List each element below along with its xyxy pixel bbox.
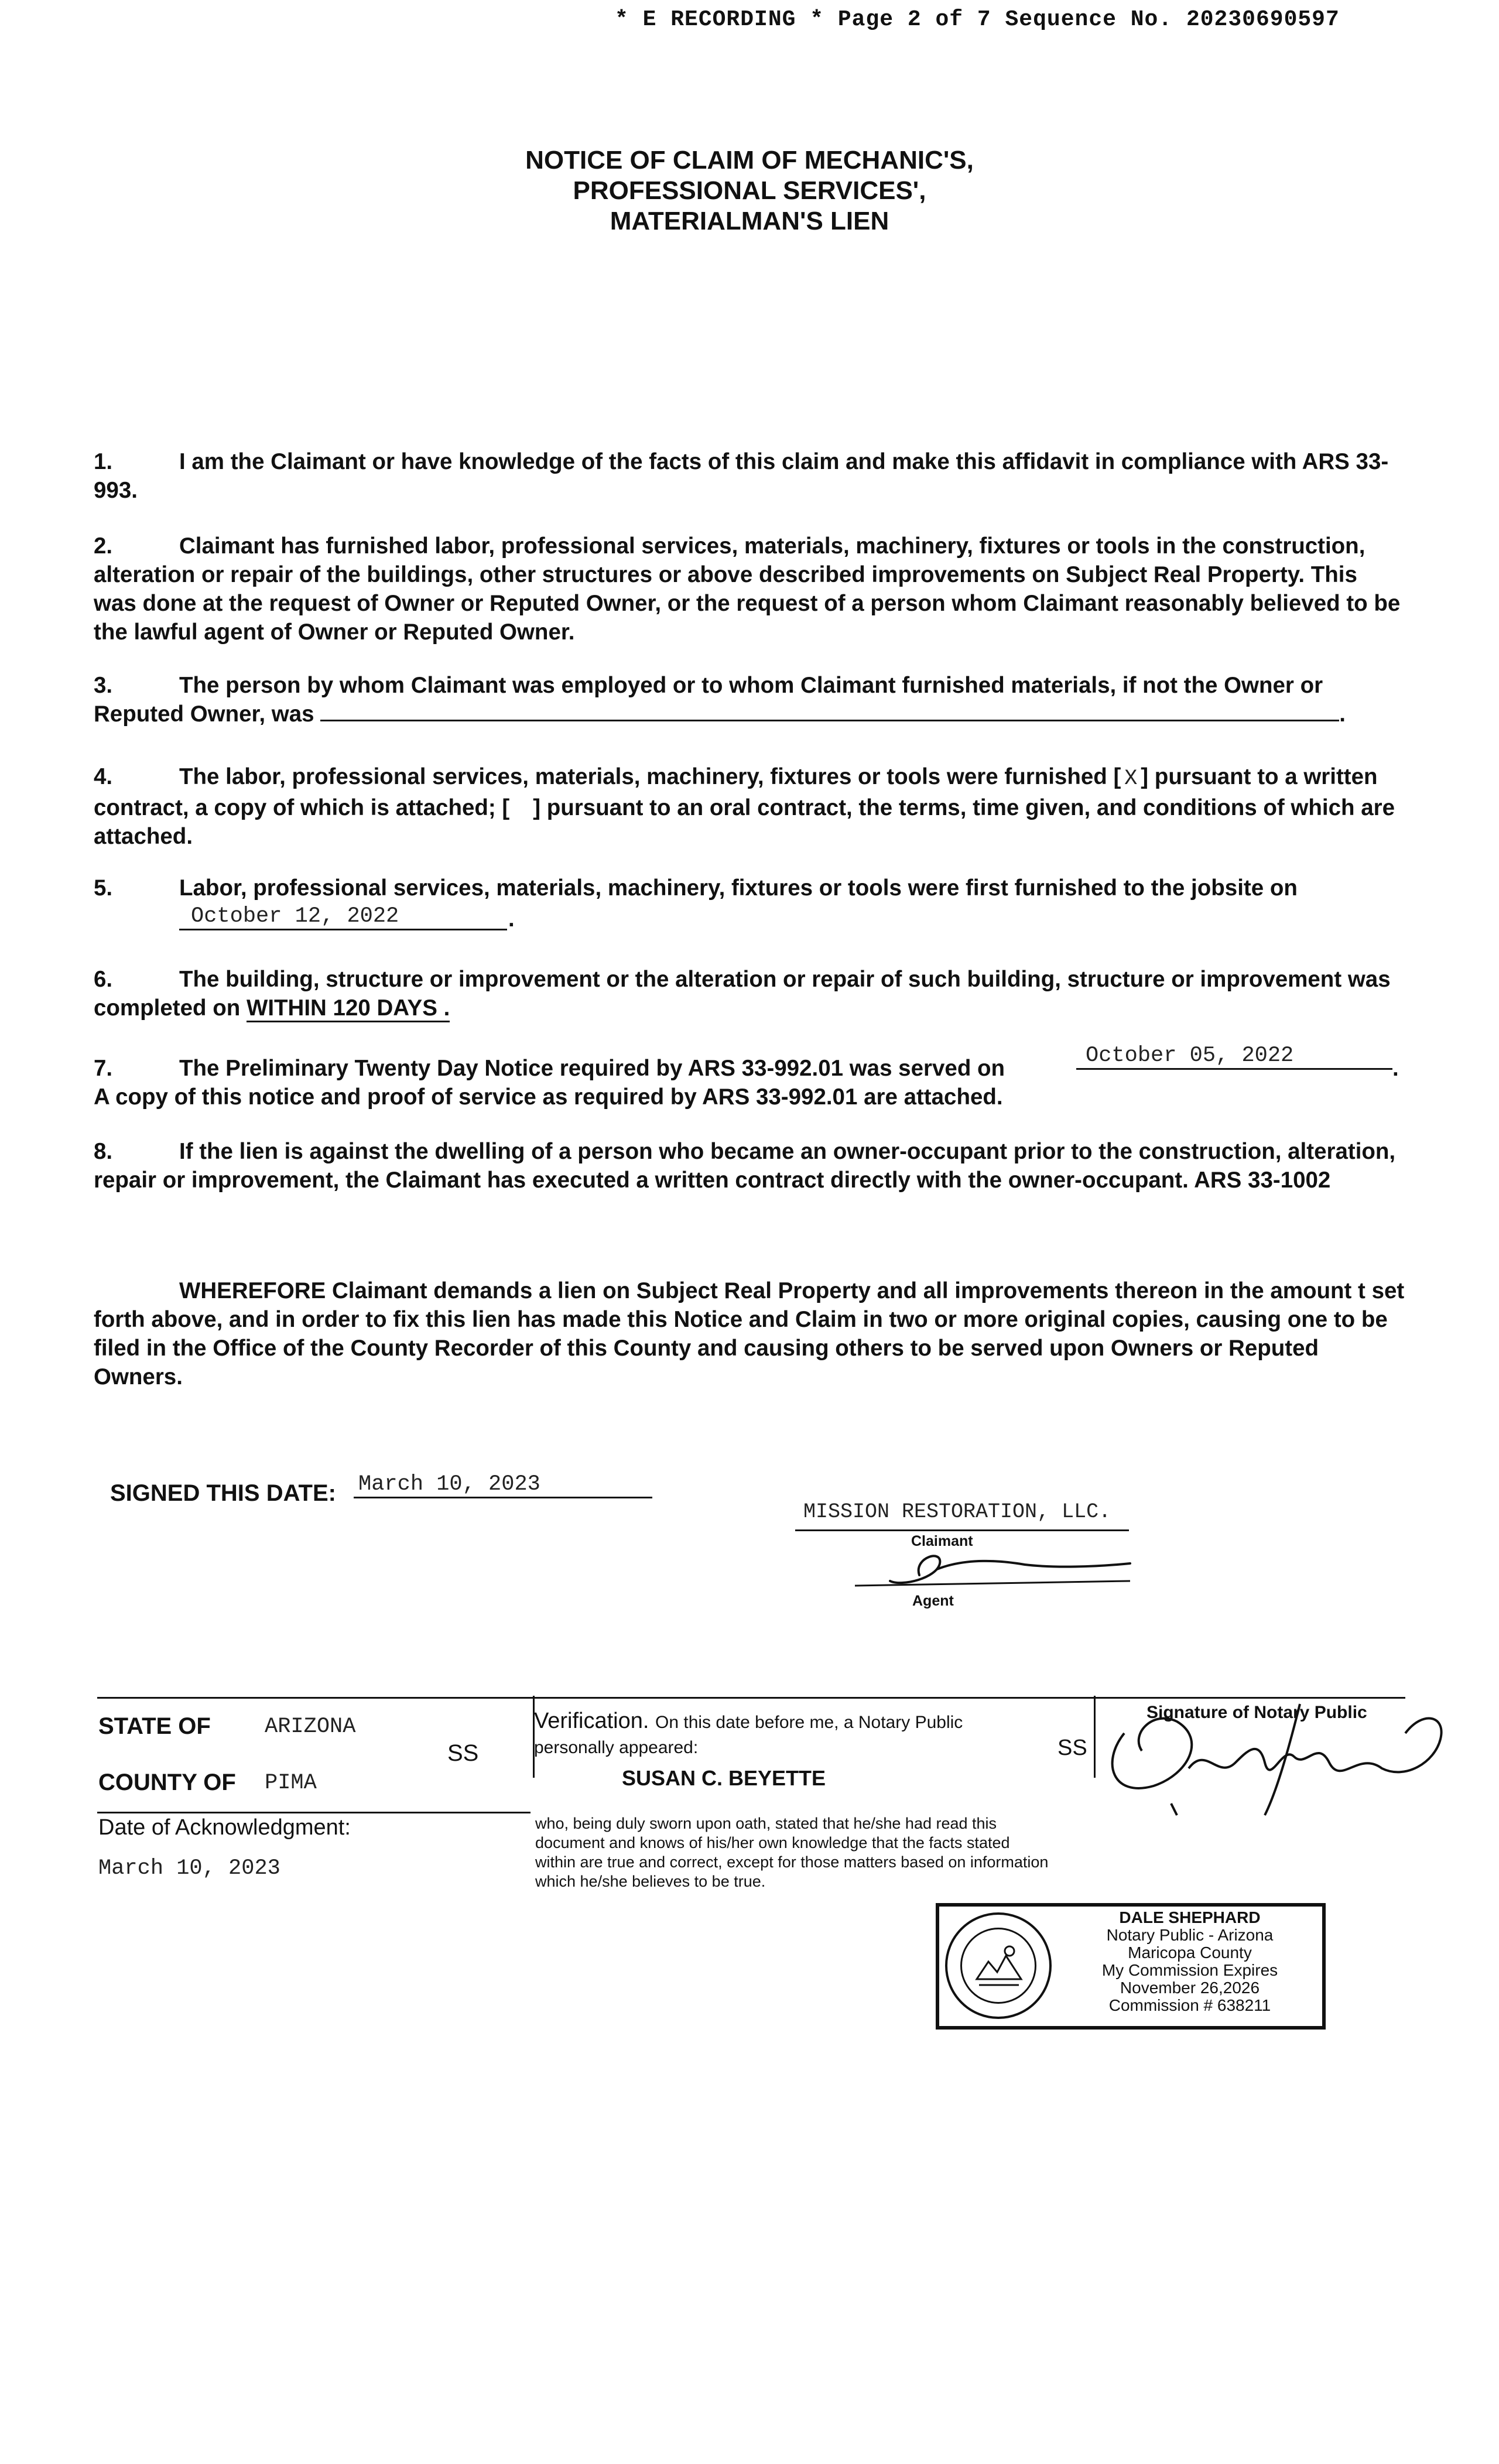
seal-commission: Commission # 638211 [1108, 1996, 1271, 2014]
agent-label: Agent [912, 1593, 954, 1609]
preliminary-notice-date-field [1076, 1043, 1392, 1070]
signed-date: March 10, 2023 [358, 1472, 540, 1497]
paragraph-8-number: 8. [94, 1139, 113, 1164]
title-line-2: PROFESSIONAL SERVICES', [573, 176, 926, 205]
appeared-name: SUSAN C. BEYETTE [622, 1766, 826, 1790]
verification-block [534, 1709, 1026, 1759]
first-furnished-date: October 12, 2022 [191, 904, 399, 929]
paragraph-2-text: Claimant has furnished labor, professional services, materials, machinery, fixtures or tools in the construction, alteration or repair of the buildings, other structures or above described improvements on Subject Real Property. This was done at the request of Owner or Reputed Owner, or the request of a person whom Claimant reasonably believed to be the lawful agent of Owner or Reputed Owner. [94, 533, 1401, 645]
paragraph-3-text: The person by whom Claimant was employed or to whom Claimant furnished materials, if not the Owner or Reputed Owner, was [94, 673, 1323, 727]
paragraph-1 [94, 447, 1405, 505]
ss-left: SS [447, 1740, 479, 1766]
verification-text: On this date before me, a Notary Public personally appeared: [534, 1713, 963, 1757]
signed-date-field [354, 1472, 652, 1498]
document-title [0, 145, 1499, 237]
state-value: ARIZONA [265, 1714, 356, 1739]
arizona-state-seal-icon [945, 1912, 1052, 2019]
paragraph-4 [94, 762, 1405, 851]
written-contract-checkbox: X [1124, 766, 1138, 791]
paragraph-8 [94, 1137, 1405, 1195]
paragraph-5-number: 5. [94, 875, 113, 901]
notary-signature-icon [1089, 1698, 1452, 1827]
paragraph-5-text: Labor, professional services, materials, machinery, fixtures or tools were first furnished to the jobsite on [179, 875, 1298, 901]
paragraph-6-number: 6. [94, 967, 113, 992]
paragraph-1-number: 1. [94, 449, 113, 474]
paragraph-4-text-b: ] pursuant to a written contract, a copy of which is attached; [ [94, 764, 1378, 820]
ack-date: March 10, 2023 [98, 1856, 280, 1881]
paragraph-2-number: 2. [94, 533, 113, 559]
paragraph-6-text: The building, structure or improvement or the alteration or repair of such building, structure or improvement was completed on [94, 967, 1391, 1021]
paragraph-7-text-a: The Preliminary Twenty Day Notice required by ARS 33-992.01 was served on [179, 1056, 1005, 1081]
paragraph-7-text-b: A copy of this notice and proof of service as required by ARS 33-992.01 are attached. [94, 1084, 1003, 1110]
paragraph-7-number: 7. [94, 1056, 113, 1081]
ss-right: SS [1057, 1736, 1087, 1760]
verification-title: Verification. [534, 1709, 649, 1733]
claimant-line [795, 1529, 1129, 1531]
claimant-label: Claimant [911, 1533, 973, 1549]
notary-seal [936, 1903, 1326, 2030]
seal-notary-title: Notary Public - Arizona [1106, 1926, 1274, 1944]
paragraph-5 [94, 874, 1405, 902]
seal-county: Maricopa County [1128, 1943, 1252, 1962]
title-line-3: MATERIALMAN'S LIEN [610, 207, 889, 235]
paragraph-8-text: If the lien is against the dwelling of a person who became an owner-occupant prior to the construction, alteration, repair or improvement, the Claimant has executed a written contract directly with the owner-occupant. ARS 33-1002 [94, 1139, 1396, 1193]
seal-expires-label: My Commission Expires [1101, 1961, 1278, 1979]
county-rule [97, 1812, 531, 1813]
ack-label: Date of Acknowledgment: [98, 1815, 351, 1840]
seal-text [1056, 1909, 1323, 2014]
state-label: STATE OF [98, 1713, 211, 1739]
paragraph-4-text-a: The labor, professional services, materials, machinery, fixtures or tools were furnished [ [179, 764, 1121, 789]
first-furnished-date-field [179, 904, 507, 930]
paragraph-2 [94, 532, 1405, 646]
paragraph-6 [94, 965, 1405, 1022]
county-value: PIMA [265, 1771, 317, 1795]
seal-notary-name: DALE SHEPHARD [1119, 1908, 1261, 1926]
employer-blank-line [320, 720, 1339, 721]
paragraph-4-text-c: ] pursuant to an oral contract, the terms, time given, and conditions of which are attached. [94, 795, 1395, 849]
paragraph-3: 3. The person by whom Claimant was employed or to whom Claimant furnished materials, if not the Owner or Reputed Owner, was . [94, 671, 1405, 728]
agent-signature-icon [849, 1546, 1142, 1593]
county-label: COUNTY OF [98, 1770, 236, 1795]
wherefore-clause [94, 1277, 1405, 1391]
signed-date-label: SIGNED THIS DATE: [110, 1480, 336, 1506]
oath-text: who, being duly sworn upon oath, stated that he/she had read this document and knows of his/her own knowledge that the facts stated within are true and correct, except for those matters based on information which he/she believes to be true. [535, 1815, 1049, 1890]
paragraph-3-number: 3. [94, 673, 113, 698]
paragraph-4-number: 4. [94, 764, 113, 789]
preliminary-notice-date: October 05, 2022 [1086, 1043, 1294, 1068]
completion-value: WITHIN 120 DAYS . [247, 995, 450, 1022]
paragraph-1-text: I am the Claimant or have knowledge of the facts of this claim and make this affidavit in compliance with ARS 33-993. [94, 449, 1389, 503]
recording-header: * E RECORDING * Page 2 of 7 Sequence No. 20230690597 [615, 7, 1340, 32]
title-line-1: NOTICE OF CLAIM OF MECHANIC'S, [525, 146, 974, 174]
notary-signature-label: Signature of Notary Public [1147, 1703, 1367, 1722]
claimant-name: MISSION RESTORATION, LLC. [803, 1500, 1111, 1524]
wherefore-text: WHEREFORE Claimant demands a lien on Subject Real Property and all improvements thereon in the amount t set forth above, and in order to fix this lien has made this Notice and Claim in two or more original copies, causing one to be filed in the Office of the County Recorder of this County and causing others to be served upon Owners or Reputed Owners. [94, 1278, 1405, 1390]
seal-expires-date: November 26,2026 [1120, 1979, 1260, 1997]
